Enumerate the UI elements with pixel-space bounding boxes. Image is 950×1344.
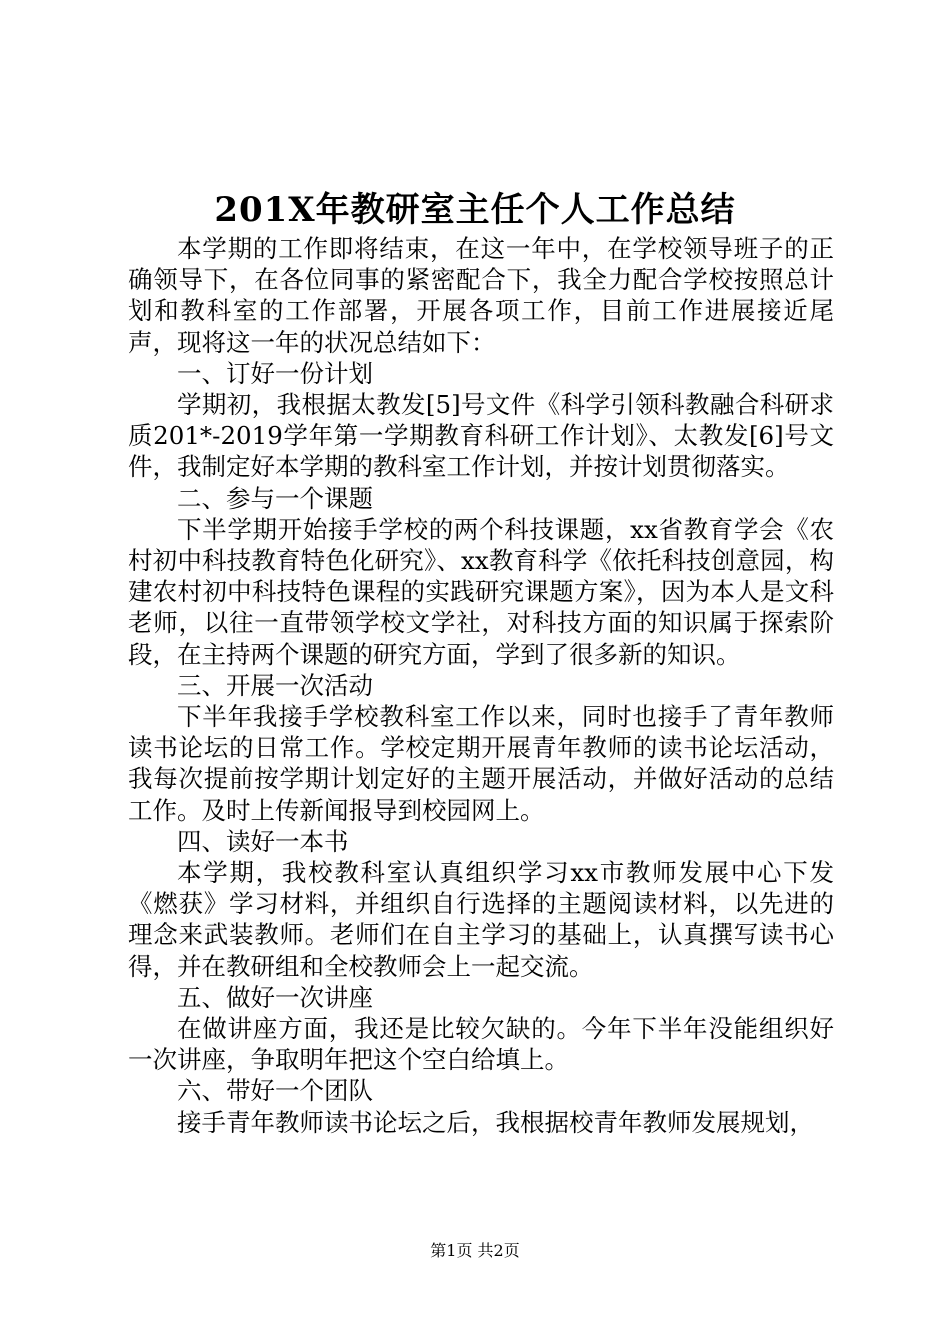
paragraph-2: 下半学期开始接手学校的两个科技课题，xx省教育学会《农村初中科技教育特色化研究》、xx教育科学《依托科技创意园，构建农村初中科技特色课程的实践研究课题方案》，因为本人是文科老师，以往一直带领学校文学社，对科技方面的知识属于探索阶段，在主持两个课题的研究方面，学到了很多新的知识。 <box>128 514 834 669</box>
paragraph-5: 在做讲座方面，我还是比较欠缺的。今年下半年没能组织好一次讲座，争取明年把这个空白给填上。 <box>128 1014 834 1075</box>
page-footer: 第1页 共2页 <box>430 1241 520 1260</box>
paragraph-1: 学期初，我根据太教发[5]号文件《科学引领科教融合科研求质201*-2019学年第一学期教育科研工作计划》、太教发[6]号文件，我制定好本学期的教科室工作计划，并按计划贯彻落实。 <box>128 390 834 482</box>
paragraph-intro: 本学期的工作即将结束，在这一年中，在学校领导班子的正确领导下，在各位同事的紧密配合下，我全力配合学校按照总计划和教科室的工作部署，开展各项工作，目前工作进展接近尾声，现将这一年的状况总结如下： <box>128 234 834 357</box>
section-heading-1: 一、订好一份计划 <box>177 358 373 388</box>
section-heading-5: 五、做好一次讲座 <box>177 982 373 1012</box>
section-heading-3: 三、开展一次活动 <box>177 670 373 700</box>
paragraph-6: 接手青年教师读书论坛之后，我根据校青年教师发展规划， <box>177 1107 814 1137</box>
section-heading-4: 四、读好一本书 <box>177 826 349 856</box>
section-heading-2: 二、参与一个课题 <box>177 483 373 513</box>
paragraph-3: 下半年我接手学校教科室工作以来，同时也接手了青年教师读书论坛的日常工作。学校定期开展青年教师的读书论坛活动，我每次提前按学期计划定好的主题开展活动，并做好活动的总结工作。及时上传新闻报导到校园网上。 <box>128 702 834 825</box>
document-body <box>128 233 834 1138</box>
paragraph-4: 本学期，我校教科室认真组织学习xx市教师发展中心下发《燃获》学习材料，并组织自行选择的主题阅读材料，以先进的理念来武装教师。老师们在自主学习的基础上，认真撰写读书心得，并在教研组和全校教师会上一起交流。 <box>128 858 834 981</box>
document-title: 201X年教研室主任个人工作总结 <box>214 190 736 230</box>
section-heading-6: 六、带好一个团队 <box>177 1076 373 1106</box>
